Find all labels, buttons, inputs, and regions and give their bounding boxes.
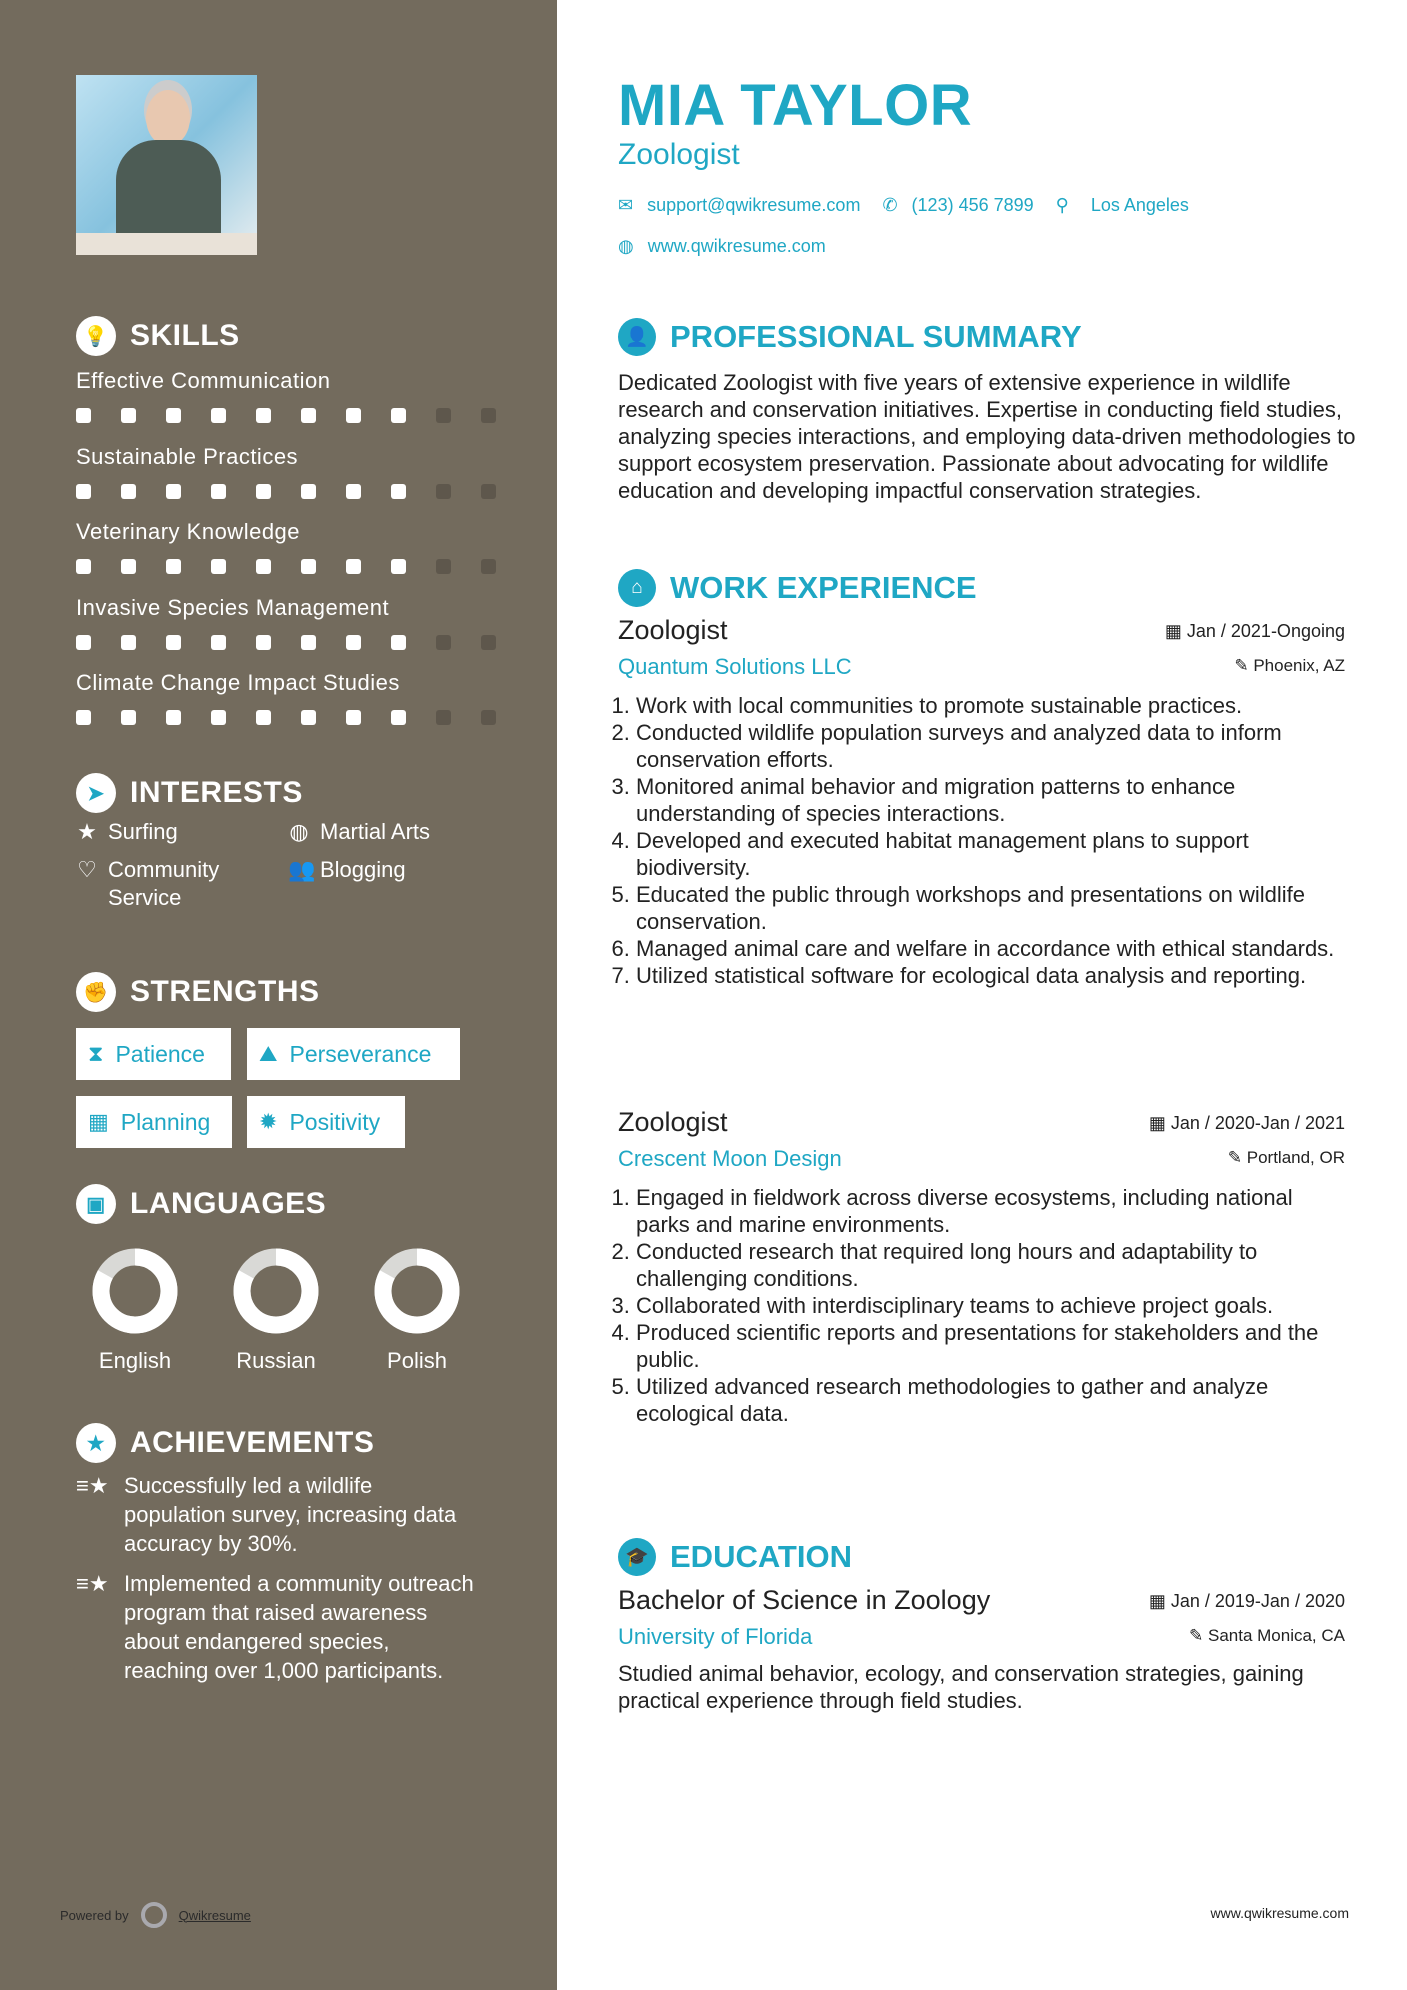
rating-dot-empty bbox=[481, 484, 496, 499]
languages-heading bbox=[76, 1184, 326, 1224]
job-bullet: 1. Work with local communities to promote sustainable practices. bbox=[636, 692, 1345, 719]
interest-item bbox=[288, 856, 496, 912]
rating-dot-filled bbox=[301, 408, 316, 423]
strengths-heading bbox=[76, 972, 320, 1012]
job-title: Zoologist bbox=[618, 615, 728, 645]
skill-item bbox=[76, 595, 496, 650]
skill-label: Effective Communication bbox=[76, 368, 331, 393]
job-bullet: 2. Conducted research that required long hours and adaptability to challenging conditions. bbox=[636, 1238, 1345, 1292]
job-bullet: 3. Monitored animal behavior and migration patterns to enhance understanding of species interactions. bbox=[636, 773, 1345, 827]
rating-dot-empty bbox=[436, 559, 451, 574]
strength-tag bbox=[247, 1028, 460, 1080]
education-dates-text: Jan / 2019-Jan / 2020 bbox=[1170, 1591, 1345, 1611]
company-name: Crescent Moon Design bbox=[618, 1146, 842, 1171]
skill-rating bbox=[76, 559, 496, 574]
users-icon: 👥 bbox=[288, 857, 316, 882]
rating-dot-filled bbox=[76, 484, 91, 499]
interests-heading bbox=[76, 773, 303, 813]
achievement-text: Successfully led a wildlife population survey, increasing data accuracy by 30%. bbox=[124, 1473, 457, 1556]
profile-photo bbox=[76, 75, 257, 255]
rating-dot-filled bbox=[166, 559, 181, 574]
rating-dot-empty bbox=[481, 408, 496, 423]
rating-dot-filled bbox=[76, 559, 91, 574]
rating-dot-filled bbox=[391, 408, 406, 423]
pin-icon: ✎ bbox=[1227, 1148, 1247, 1167]
language-icon: ▣ bbox=[76, 1184, 116, 1224]
star-award-icon: ≡★ bbox=[76, 1571, 109, 1596]
education-dates bbox=[1149, 1591, 1345, 1612]
job-location-text: Portland, OR bbox=[1246, 1148, 1345, 1167]
rating-dot-filled bbox=[301, 484, 316, 499]
calendar-icon: ▦ bbox=[1164, 621, 1187, 641]
rating-dot-filled bbox=[256, 408, 271, 423]
achievement-item bbox=[76, 1471, 476, 1558]
interest-item bbox=[76, 856, 288, 912]
strength-tag bbox=[247, 1096, 405, 1148]
language-donut bbox=[374, 1248, 460, 1334]
star-icon: ★ bbox=[77, 819, 97, 844]
job-bullet: 1. Engaged in fieldwork across diverse ecosystems, including national parks and marine environments. bbox=[636, 1184, 1345, 1238]
skills-heading bbox=[76, 316, 240, 356]
education-entry bbox=[618, 1585, 1345, 1714]
rating-dot-empty bbox=[481, 559, 496, 574]
interest-item bbox=[288, 818, 496, 846]
skill-rating bbox=[76, 408, 496, 423]
rating-dot-filled bbox=[301, 559, 316, 574]
user-icon: 👤 bbox=[618, 318, 656, 356]
rating-dot-filled bbox=[256, 710, 271, 725]
summary-title: PROFESSIONAL SUMMARY bbox=[670, 319, 1082, 354]
education-location-text: Santa Monica, CA bbox=[1207, 1626, 1345, 1645]
job-dates bbox=[1165, 621, 1345, 642]
job-entry bbox=[618, 615, 1345, 989]
interest-label: Blogging bbox=[320, 857, 406, 882]
skill-label: Climate Change Impact Studies bbox=[76, 670, 400, 695]
powered-by bbox=[60, 1902, 251, 1928]
skill-label: Sustainable Practices bbox=[76, 443, 299, 469]
qwikresume-link[interactable]: Qwikresume bbox=[178, 1907, 251, 1923]
job-bullets bbox=[618, 1184, 1345, 1427]
globe-icon: ◍ bbox=[618, 236, 634, 256]
job-dates-text: Jan / 2021-Ongoing bbox=[1186, 621, 1345, 641]
rating-dot-empty bbox=[436, 710, 451, 725]
education-heading bbox=[618, 1538, 852, 1576]
skill-item bbox=[76, 444, 496, 499]
location-text: Los Angeles bbox=[1090, 195, 1189, 215]
rating-dot-filled bbox=[166, 484, 181, 499]
job-bullet: 3. Collaborated with interdisciplinary teams to achieve project goals. bbox=[636, 1292, 1345, 1319]
job-location-text: Phoenix, AZ bbox=[1253, 656, 1345, 675]
rating-dot-filled bbox=[121, 710, 136, 725]
language-donut bbox=[92, 1248, 178, 1334]
paper-plane-icon: ➤ bbox=[76, 773, 116, 813]
rating-dot-filled bbox=[211, 559, 226, 574]
rating-dot-filled bbox=[121, 635, 136, 650]
language-label: Russian bbox=[236, 1348, 316, 1373]
job-dates bbox=[1149, 1113, 1345, 1134]
road-icon: ⛰ bbox=[259, 1041, 278, 1066]
star-award-icon: ★ bbox=[76, 1423, 116, 1463]
achievement-item bbox=[76, 1569, 476, 1685]
experience-heading bbox=[618, 569, 977, 607]
pin-icon: ✎ bbox=[1234, 656, 1254, 675]
rating-dot-empty bbox=[436, 408, 451, 423]
rating-dot-filled bbox=[211, 484, 226, 499]
calendar-icon: ▦ bbox=[88, 1109, 109, 1134]
rating-dot-filled bbox=[121, 484, 136, 499]
job-bullets bbox=[618, 692, 1345, 989]
strength-tag bbox=[76, 1096, 232, 1148]
strength-label: Patience bbox=[115, 1040, 205, 1067]
job-dates-text: Jan / 2020-Jan / 2021 bbox=[1170, 1113, 1345, 1133]
interest-label: Martial Arts bbox=[320, 819, 431, 844]
achievements-title: ACHIEVEMENTS bbox=[130, 1426, 375, 1459]
job-bullet: 2. Conducted wildlife population surveys and analyzed data to inform conservation efforts. bbox=[636, 719, 1345, 773]
achievements-heading bbox=[76, 1423, 374, 1463]
rating-dot-filled bbox=[256, 484, 271, 499]
skill-item bbox=[76, 368, 496, 423]
language-item bbox=[65, 1248, 205, 1374]
rating-dot-filled bbox=[166, 408, 181, 423]
job-bullet: 6. Managed animal care and welfare in accordance with ethical standards. bbox=[636, 935, 1345, 962]
strength-label: Planning bbox=[120, 1108, 211, 1135]
qwikresume-logo-icon bbox=[141, 1902, 167, 1928]
rating-dot-filled bbox=[76, 710, 91, 725]
skill-item bbox=[76, 670, 496, 725]
rating-dot-filled bbox=[391, 559, 406, 574]
map-pin-icon: ⚲ bbox=[1055, 195, 1069, 215]
rating-dot-filled bbox=[256, 635, 271, 650]
strength-label: Positivity bbox=[289, 1108, 381, 1135]
main-content bbox=[557, 0, 1407, 1990]
job-location bbox=[1228, 1148, 1345, 1168]
rating-dot-filled bbox=[76, 635, 91, 650]
footer-website[interactable]: www.qwikresume.com bbox=[1210, 1905, 1349, 1921]
website-link[interactable]: www.qwikresume.com bbox=[647, 236, 826, 256]
website-row bbox=[618, 236, 826, 257]
experience-title: WORK EXPERIENCE bbox=[670, 570, 977, 605]
interests-title: INTERESTS bbox=[130, 776, 303, 809]
language-label: English bbox=[98, 1348, 172, 1373]
interest-item bbox=[76, 818, 288, 846]
rating-dot-empty bbox=[436, 484, 451, 499]
strength-label: Perseverance bbox=[289, 1040, 432, 1067]
powered-by-label: Powered by bbox=[60, 1907, 129, 1923]
rating-dot-filled bbox=[166, 710, 181, 725]
company-name: Quantum Solutions LLC bbox=[618, 654, 852, 679]
school: University of Florida bbox=[618, 1624, 813, 1649]
skill-label: Veterinary Knowledge bbox=[76, 519, 301, 544]
language-donut bbox=[233, 1248, 319, 1334]
rating-dot-filled bbox=[121, 408, 136, 423]
skill-rating bbox=[76, 710, 496, 725]
strengths-title: STRENGTHS bbox=[130, 975, 320, 1008]
rating-dot-filled bbox=[391, 635, 406, 650]
globe-icon: ◍ bbox=[289, 819, 309, 844]
education-title: EDUCATION bbox=[670, 1539, 852, 1574]
interest-label: Community Service bbox=[108, 857, 220, 910]
degree: Bachelor of Science in Zoology bbox=[618, 1585, 991, 1615]
job-bullet: 5. Educated the public through workshops and presentations on wildlife conservation. bbox=[636, 881, 1345, 935]
rating-dot-filled bbox=[346, 559, 361, 574]
rating-dot-filled bbox=[211, 408, 226, 423]
rating-dot-empty bbox=[481, 710, 496, 725]
rating-dot-empty bbox=[481, 635, 496, 650]
hands-icon: ♡ bbox=[77, 857, 97, 882]
strength-tag bbox=[76, 1028, 231, 1080]
skill-label: Invasive Species Management bbox=[76, 594, 390, 620]
lightbulb-icon: 💡 bbox=[76, 316, 116, 356]
job-location bbox=[1234, 656, 1345, 676]
skill-item bbox=[76, 519, 496, 574]
rating-dot-filled bbox=[346, 710, 361, 725]
job-bullet: 7. Utilized statistical software for ecological data analysis and reporting. bbox=[636, 962, 1345, 989]
language-item bbox=[347, 1248, 487, 1374]
graduation-icon: 🎓 bbox=[618, 1538, 656, 1576]
language-item bbox=[206, 1248, 346, 1374]
sun-icon: ✹ bbox=[259, 1109, 278, 1134]
rating-dot-filled bbox=[121, 559, 136, 574]
languages-title: LANGUAGES bbox=[130, 1187, 327, 1220]
skill-rating bbox=[76, 484, 496, 499]
rating-dot-filled bbox=[346, 484, 361, 499]
education-description: Studied animal behavior, ecology, and conservation strategies, gaining practical experience through field studies. bbox=[618, 1661, 1304, 1713]
rating-dot-filled bbox=[391, 484, 406, 499]
pin-icon: ✎ bbox=[1189, 1626, 1208, 1645]
fist-icon: ✊ bbox=[76, 972, 116, 1012]
rating-dot-filled bbox=[76, 408, 91, 423]
calendar-icon: ▦ bbox=[1148, 1113, 1171, 1133]
phone-text: (123) 456 7899 bbox=[911, 195, 1034, 215]
education-location bbox=[1189, 1626, 1345, 1646]
envelope-icon: ✉ bbox=[618, 195, 634, 215]
candidate-name: MIA TAYLOR bbox=[618, 73, 973, 138]
rating-dot-filled bbox=[166, 635, 181, 650]
rating-dot-filled bbox=[346, 635, 361, 650]
rating-dot-filled bbox=[301, 635, 316, 650]
language-label: Polish bbox=[387, 1348, 447, 1373]
interest-label: Surfing bbox=[108, 819, 178, 844]
star-award-icon: ≡★ bbox=[76, 1473, 109, 1498]
rating-dot-filled bbox=[211, 710, 226, 725]
phone-icon: ✆ bbox=[882, 195, 898, 215]
calendar-icon: ▦ bbox=[1148, 1591, 1171, 1611]
rating-dot-filled bbox=[211, 635, 226, 650]
rating-dot-filled bbox=[391, 710, 406, 725]
achievement-text: Implemented a community outreach program that raised awareness about endangered species, reaching over 1,000 participants. bbox=[124, 1571, 474, 1683]
rating-dot-filled bbox=[301, 710, 316, 725]
summary-heading bbox=[618, 318, 1082, 356]
skills-title: SKILLS bbox=[130, 319, 240, 352]
hourglass-icon: ⧗ bbox=[88, 1041, 104, 1066]
contact-row bbox=[618, 195, 1189, 216]
email-link[interactable]: support@qwikresume.com bbox=[647, 195, 861, 215]
job-bullet: 4. Developed and executed habitat management plans to support biodiversity. bbox=[636, 827, 1345, 881]
rating-dot-empty bbox=[436, 635, 451, 650]
sidebar bbox=[0, 0, 557, 1990]
job-bullet: 4. Produced scientific reports and presentations for stakeholders and the public. bbox=[636, 1319, 1345, 1373]
summary-text: Dedicated Zoologist with five years of extensive experience in wildlife research and conservation initiatives. Expertise in conducting field studies, analyzing species interactions, and employing data-driven methodologies to support ecosystem preservation. Passionate about advocating for wildlife education and developing impactful conservation strategies. bbox=[618, 370, 1356, 503]
rating-dot-filled bbox=[256, 559, 271, 574]
job-title: Zoologist bbox=[618, 1107, 728, 1137]
interests-list bbox=[76, 818, 496, 912]
rating-dot-filled bbox=[346, 408, 361, 423]
job-bullet: 5. Utilized advanced research methodologies to gather and analyze ecological data. bbox=[636, 1373, 1345, 1427]
skill-rating bbox=[76, 635, 496, 650]
job-entry bbox=[618, 1107, 1345, 1427]
chair-icon: ⌂ bbox=[618, 569, 656, 607]
candidate-title: Zoologist bbox=[618, 138, 740, 171]
